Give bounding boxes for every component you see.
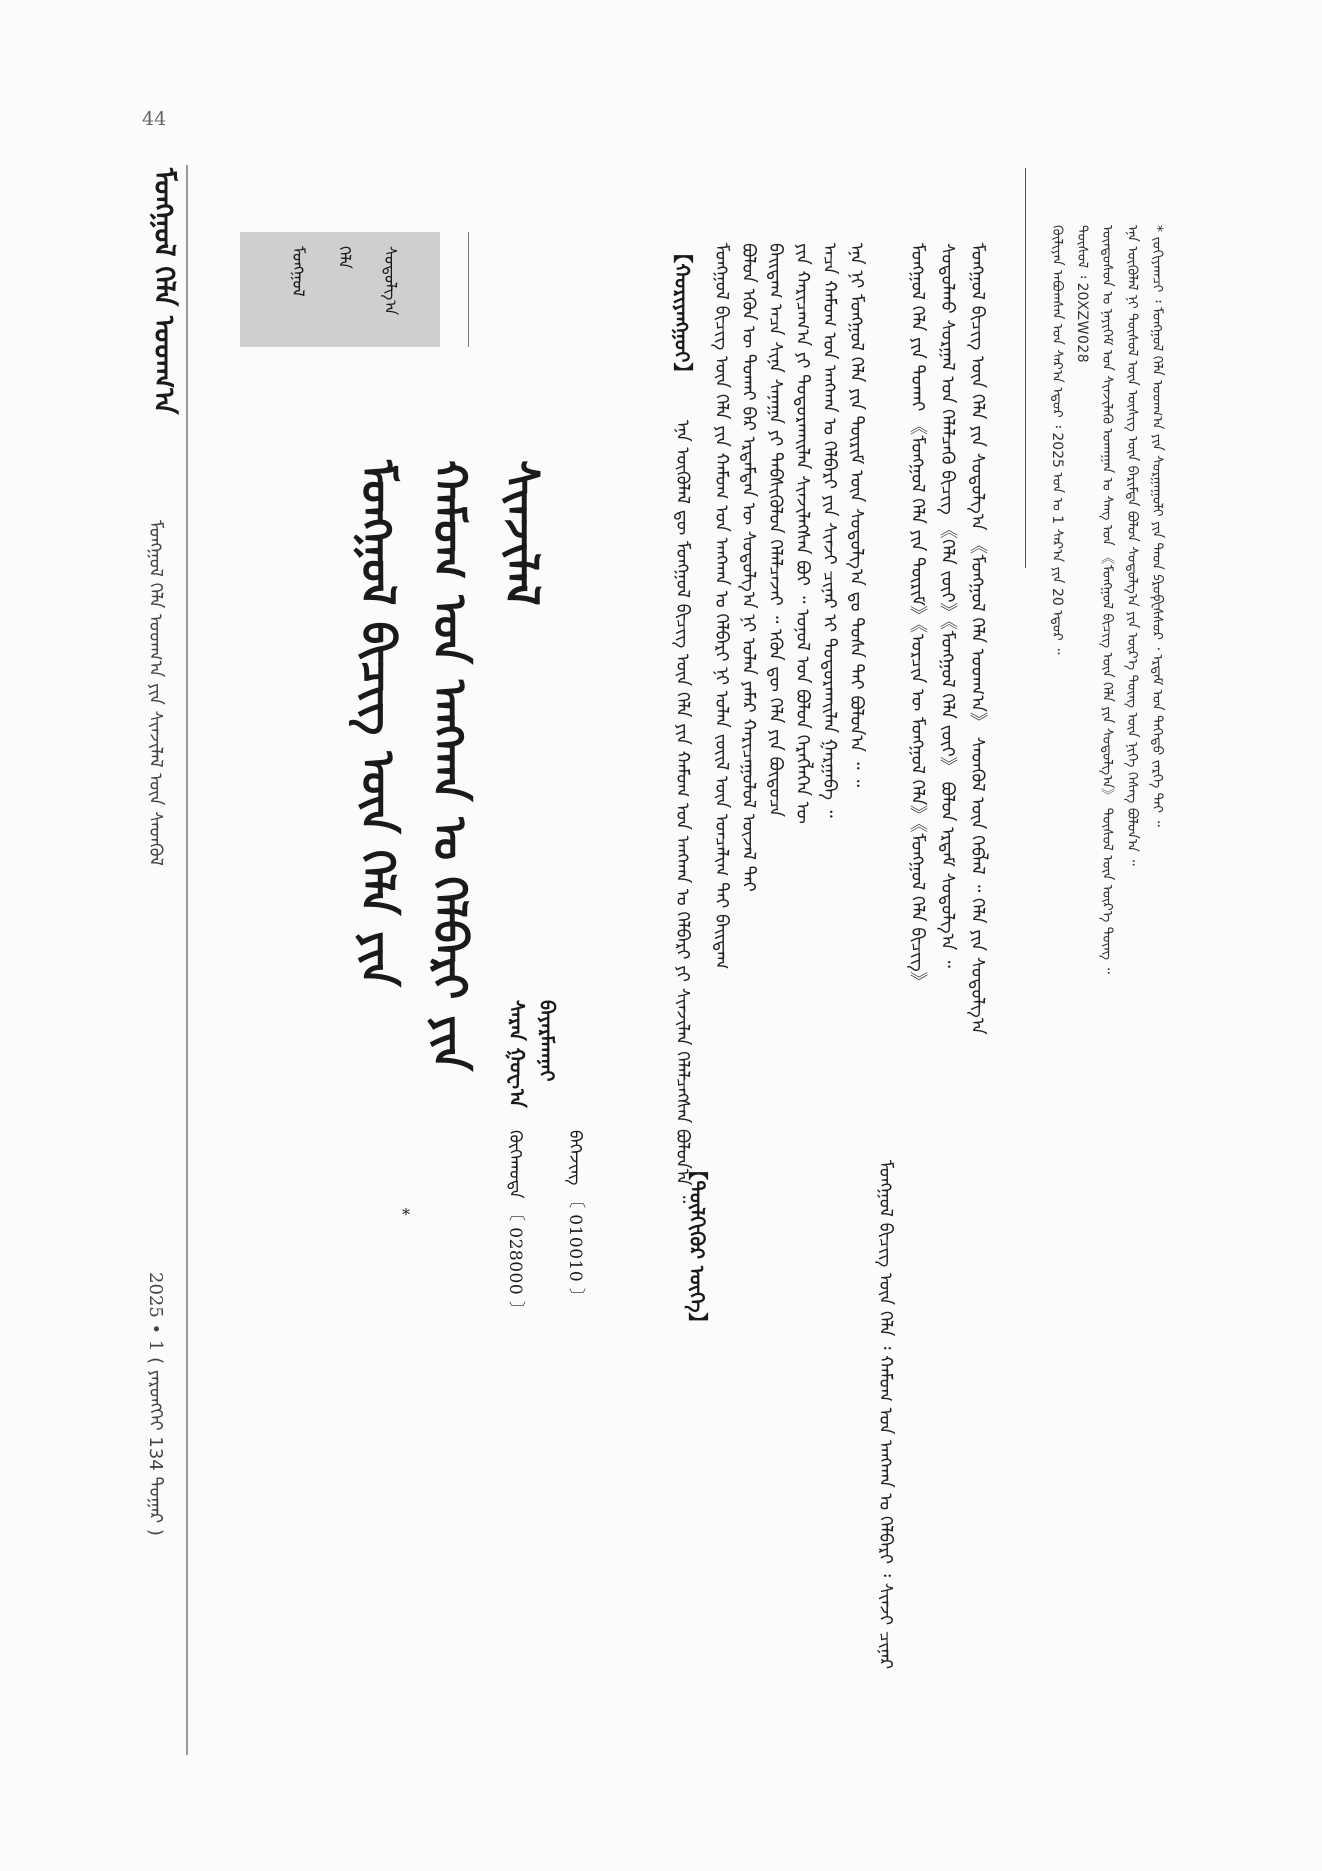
abstract-line: ᠠᠴᠠ ᠬᠠᠮᠤᠭ ᠤᠨ ᠠᠩᠬᠠᠨ ᠤ ᠬᠡᠯᠪᠡᠷᠢ ᠶᠢᠨ ᠰᠢᠨᠵᠢ ᠴᠢᠨᠠᠷ ᠢ ᠲᠣᠳᠣᠷᠬᠠᠢᠯᠠᠨ ᠭᠠᠷᠭᠠᠪᠠ ᠃ — [819, 243, 840, 818]
reference-line: ᠮᠣᠩᠭᠣᠯ ᠬᠡᠯᠡ ᠶᠢᠨ ᠲᠤᠬᠠᠢ 《ᠮᠣᠩᠭᠣᠯ ᠬᠡᠯᠡ ᠶᠢᠨ ᠳᠦᠷᠢᠮ》《ᠣᠷᠴᠢᠨ ᠦ ᠮᠣᠩᠭᠣᠯ ᠬᠡᠯᠡ》《ᠮᠣᠩᠭᠣᠯ ᠬᠡᠯᠡ ᠪᠢᠴᠢᠭ》 — [907, 243, 928, 991]
section-divider — [468, 232, 469, 347]
abstract-line: ᠮᠣᠩᠭᠣᠯ ᠪᠢᠴᠢᠭ ᠦᠨ ᠬᠡᠯᠡ ᠶᠢᠨ ᠬᠠᠮᠤᠭ ᠤᠨ ᠠᠩᠬᠠᠨ ᠤ ᠬᠡᠯᠪᠡᠷᠢ ᠨᠢ ᠣᠯᠠᠨ ᠵᠦᠢᠯ ᠦᠨ ᠣᠨᠴᠠᠯᠢᠭ ᠲᠠᠢ ᠪᠠᠢᠳᠠᠭ — [711, 243, 732, 970]
reference-line: ᠰᠤᠳᠤᠯᠬᠤ ᠰᠤᠷᠭᠠᠯ ᠤᠨ ᠬᠡᠯᠡᠯᠴᠡᠬᠦ ᠪᠢᠴᠢᠭ 《ᠬᠡᠯᠡ ᠵᠦᠢ》《ᠮᠣᠩᠭᠣᠯ ᠬᠡᠯᠡ ᠵᠦᠢ》 ᠪᠣᠯᠤᠨ ᠡᠷᠳᠡᠮ ᠰᠤᠳᠤᠯᠭ᠎ᠠ ᠃ — [937, 243, 958, 968]
page-number: 44 — [142, 108, 167, 130]
header-rule — [186, 165, 188, 1755]
section-label-line: ᠰᠤᠳᠤᠯᠭ᠎ᠠ — [381, 246, 400, 316]
abstract-line: ᠶᠢᠨ ᠬᠠᠷᠢᠴᠠᠭ᠎ᠠ ᠶᠢ ᠲᠣᠳᠣᠷᠬᠠᠢᠯᠠᠨ ᠰᠢᠨᠵᠢᠯᠡᠭᠰᠡᠨ ᠪᠤᠢ ᠃ ᠣᠨᠤᠯ ᠤᠨ ᠪᠣᠯᠤᠨ ᠬᠡᠷᠡᠭᠯᠡᠭᠡᠨ ᠦ — [792, 243, 813, 824]
journal-name: ᠮᠣᠩᠭᠣᠯ ᠬᠡᠯᠡ ᠤᠳᠬ᠎ᠠ — [148, 168, 181, 415]
abstract-heading: 【ᠬᠤᠷᠢᠶᠠᠩᠭᠤᠢ】 — [670, 243, 694, 383]
keywords-text: ᠮᠣᠩᠭᠣᠯ ᠪᠢᠴᠢᠭ ᠦᠨ ᠬᠡᠯᠡ ᠄ ᠬᠠᠮᠤᠭ ᠤᠨ ᠠᠩᠬᠠᠨ ᠤ ᠬᠡᠯᠪᠡᠷᠢ ᠄ ᠰᠢᠨᠵᠢ ᠴᠢᠨᠠᠷ — [875, 1160, 896, 1670]
article-title-line: ᠮᠣᠩᠭᠣᠯ ᠪᠢᠴᠢᠭ ᠦᠨ ᠬᠡᠯᠡ ᠶᠢᠨ — [351, 460, 405, 987]
section-label — [240, 232, 440, 347]
article-title-line: ᠬᠠᠮᠤᠭ ᠤᠨ ᠠᠩᠬᠠᠨ ᠤ ᠬᠡᠯᠪᠡᠷᠢ ᠶᠢᠨ — [423, 460, 477, 1071]
footnote-project-code: ᠲᠥᠰᠥᠯ ᠄ 20XZW028 — [1074, 225, 1090, 364]
affiliation-city: ᠪᠡᠭᠡᠵᠢᠩ — [565, 1130, 585, 1186]
postal-code: 〔 010010 〕 — [565, 1190, 585, 1306]
affiliation-city: ᠬᠥᠬᠡᠬᠣᠲᠠ — [505, 1130, 525, 1199]
author-note-text: ᠮᠣᠩᠭᠣᠯ ᠬᠡᠯᠡ ᠤᠳᠬ᠎ᠠ ᠶᠢᠨ ᠰᠤᠷᠭᠠᠭᠤᠯᠢ ᠶᠢᠨ ᠳᠡᠳ ᠫᠷᠣᠹᠧᠰᠰᠣᠷ ᠂ ᠡᠷᠳᠡᠮ ᠤᠨ ᠳᠡᠭᠡᠳᠦ ᠵᠡᠷᠭᠡ ᠲᠡᠢ ᠃ — [1149, 307, 1165, 827]
journal-subtitle: ᠮᠣᠩᠭᠣᠯ ᠬᠡᠯᠡ ᠤᠳᠬ᠎ᠠ ᠶᠢᠨ ᠰᠢᠨᠵᠢᠯᠡᠯ ᠦᠨ ᠰᠡᠳᠬᠦᠯ — [145, 520, 166, 866]
postal-code: 〔 028000 〕 — [505, 1203, 525, 1319]
article-title-line: ᠰᠢᠨᠵᠢᠯᠡᠯ — [495, 460, 549, 606]
author-affiliation — [560, 1130, 590, 1306]
issue-text: ( ᠶᠡᠷᠦᠩᠬᠡᠢ 134 ᠳᠤᠭᠠᠷ ) — [145, 1357, 166, 1536]
keywords-heading: 【ᠲᠦᠯᠬᠢᠭᠦᠷ ᠦᠭᠡ】 — [685, 1160, 709, 1334]
abstract-line: ᠡᠨᠡ ᠨᠢ ᠮᠣᠩᠭᠣᠯ ᠬᠡᠯᠡ ᠶᠢᠨ ᠳᠦᠷᠢᠮ ᠦᠨ ᠰᠤᠳᠤᠯᠭ᠎ᠠ ᠳᠤ ᠲᠤᠰᠠ ᠲᠠᠢ ᠪᠣᠯᠤᠨ᠎ᠠ ᠃ ᠃ — [846, 243, 867, 788]
author-name: ᠪᠠᠶᠠᠷᠮᠠᠭᠨᠠᠢ — [535, 1000, 559, 1082]
reference-line: ᠮᠣᠩᠭᠣᠯ ᠪᠢᠴᠢᠭ ᠦᠨ ᠬᠡᠯᠡ ᠶᠢᠨ ᠰᠤᠳᠤᠯᠭ᠎ᠠ 《ᠮᠣᠩᠭᠣᠯ ᠬᠡᠯᠡ ᠤᠳᠬ᠎ᠠ》 ᠰᠡᠳᠬᠦᠯ ᠦᠨ ᠬᠡᠪᠯᠡᠯ ᠃ ᠬᠡᠯᠡ ᠶᠢᠨ ᠰᠤᠳᠤᠯᠭ᠎ᠠ — [967, 243, 988, 1035]
footnote-funding-line: ᠡᠨᠡ ᠥᠭᠦᠯᠡᠯ ᠨᠢ ᠲᠥᠰᠥᠯ ᠦᠨ ᠦᠰᠢᠭ ᠦᠨ ᠪᠠᠷᠢᠮᠲᠠ ᠪᠣᠯᠤᠨ ᠰᠤᠳᠤᠯᠭ᠎ᠠ ᠶᠢᠨ ᠦᠷ᠎ᠡ ᠳᠦᠩ ᠦᠨ ᠨᠢᠭᠡ ᠬᠡᠰᠡᠭ ᠪᠣᠯᠤᠨ᠎ᠠ ᠃ — [1124, 225, 1140, 866]
footnote-funding-line: ᠦᠨᠳᠦᠰᠦᠨ ᠤ ᠨᠡᠶᠢᠭᠡᠮ ᠤᠨ ᠱᠢᠨᠵᠢᠯᠡᠬᠦ ᠤᠬᠠᠭᠠᠨ ᠤ ᠰᠠᠩ ᠤᠨ 《ᠮᠣᠩᠭᠣᠯ ᠪᠢᠴᠢᠭ ᠦᠨ ᠬᠡᠯᠡ ᠶᠢᠨ ᠰᠤᠳᠤᠯᠭ᠎ᠠ》 ᠲᠥᠰᠥᠯ ᠦᠨ ᠦᠷ᠎ᠡ ᠳᠦᠩ ᠃ — [1099, 225, 1115, 974]
author-note-label: * ᠵᠣᠬᠢᠶᠠᠭᠴᠢ ᠄ — [1149, 225, 1165, 303]
issue-info — [140, 1272, 171, 1536]
section-label-line: ᠬᠡᠯᠡ — [335, 246, 354, 269]
footnote-received — [1045, 225, 1069, 654]
footnote-divider — [1025, 168, 1026, 568]
abstract-line: ᠡᠨᠡ ᠥᠭᠦᠯᠡᠯ ᠳᠦ ᠮᠣᠩᠭᠣᠯ ᠪᠢᠴᠢᠭ ᠦᠨ ᠬᠡᠯᠡ ᠶᠢᠨ ᠬᠠᠮᠤᠭ ᠤᠨ ᠠᠩᠬᠠᠨ ᠤ ᠬᠡᠯᠪᠡᠷᠢ ᠶᠢ ᠰᠢᠨᠵᠢᠯᠡᠨ ᠬᠡᠯᠡᠯᠴᠡᠭᠰᠡᠨ ᠪᠣᠯᠤᠨ᠎ᠠ ᠃ — [672, 420, 693, 1204]
author-affiliation — [500, 1130, 530, 1319]
abstract-line: ᠪᠣᠯᠤᠨ ᠡᠭᠦᠨ ᠦ ᠲᠤᠬᠠᠢ ᠪᠠᠷ ᠡᠷᠳᠡᠮᠳᠡᠨ ᠦ ᠰᠤᠳᠤᠯᠭ᠎ᠠ ᠨᠢ ᠣᠯᠠᠨ ᠶᠠᠮᠠᠷ ᠬᠠᠷᠢᠴᠠᠭᠤᠯᠤᠯ ᠦᠵᠡᠯ ᠲᠡᠢ — [738, 243, 759, 892]
section-label-line: ᠮᠣᠩᠭᠣᠯ — [289, 246, 308, 297]
footnote-author-note — [1145, 225, 1169, 827]
author-name: ᠰᠠᠷᠠᠨ ᠭᠤᠸ᠎ᠠ — [505, 1000, 529, 1108]
abstract-line: ᠪᠠᠢᠳᠠᠭ ᠠᠴᠠ ᠰᠢᠨᠡ ᠰᠠᠨᠠᠭᠠ ᠶᠢ ᠳᠡᠪᠰᠢᠭᠦᠯᠦᠨ ᠬᠡᠯᠡᠯᠴᠡᠵᠡᠢ ᠃ ᠡᠭᠦᠨ ᠳᠦ ᠬᠡᠯᠡ ᠶᠢᠨ ᠪᠦᠲᠦᠴᠡ — [765, 243, 786, 818]
title-footnote-mark: * — [402, 1205, 410, 1224]
issue-number: 2025 • 1 — [145, 1272, 166, 1352]
received-date: 2025 ᠣᠨ ᠤ 1 ᠰᠠᠷ᠎ᠠ ᠶᠢᠨ 20 ᠡᠳᠦᠷ ᠃ — [1049, 432, 1065, 655]
received-prefix: ᠬᠦᠯᠢᠶᠡᠨ ᠠᠪᠤᠭᠰᠠᠨ ᠣᠨ ᠰᠠᠷ᠎ᠠ ᠡᠳᠦᠷ ᠄ — [1049, 225, 1065, 428]
